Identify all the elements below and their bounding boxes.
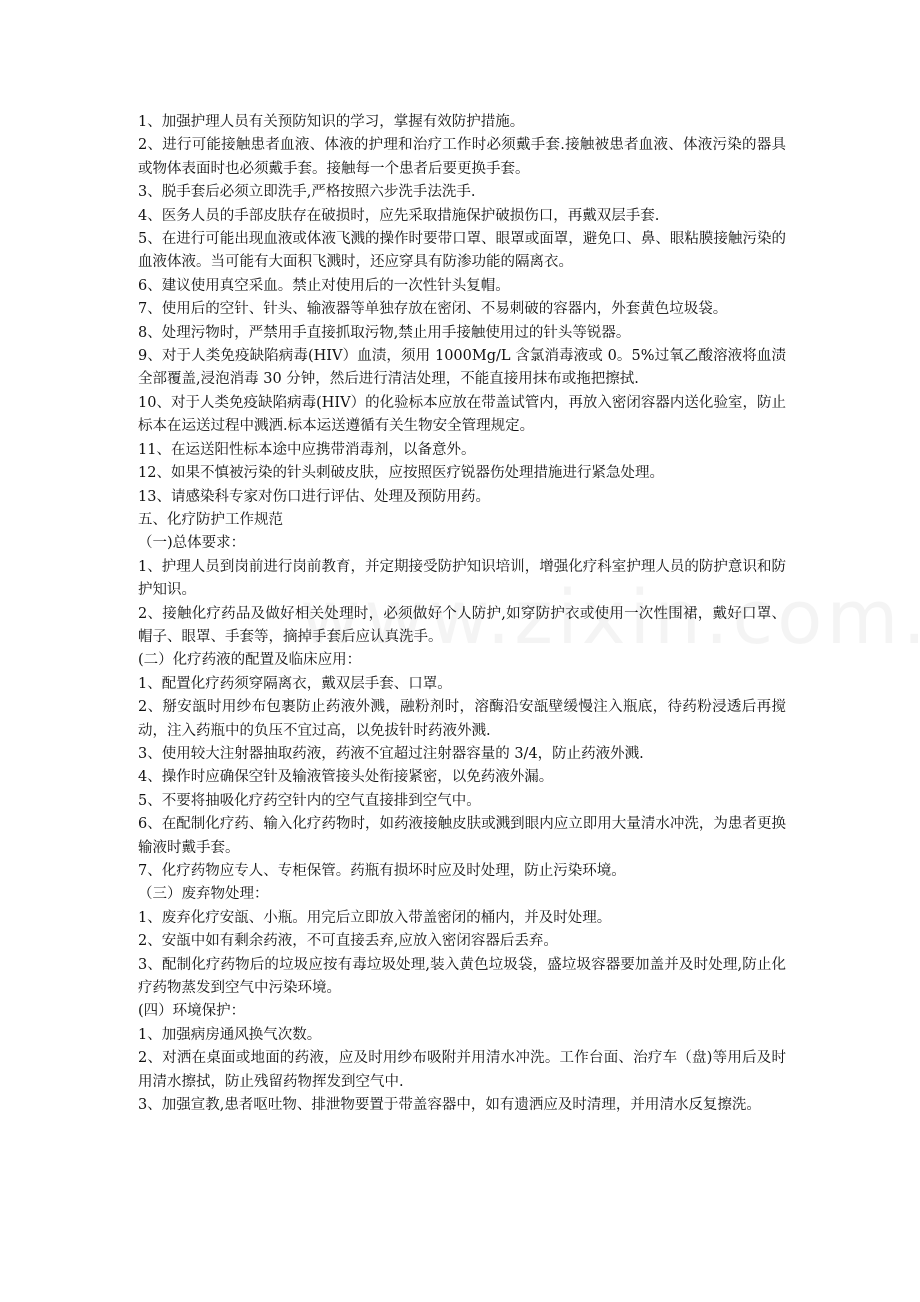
list-item: 3、加强宣教,患者呕吐物、排泄物要置于带盖容器中，如有遗洒应及时清理，并用清水反复擦洗。 — [138, 1097, 761, 1114]
list-item: 1、加强病房通风换气次数。 — [138, 1026, 322, 1043]
list-item: 3、使用较大注射器抽取药液，药液不宜超过注射器容量的 3/4，防止药液外溅. — [138, 745, 644, 762]
list-item: 6、建议使用真空采血。禁止对使用后的一次性针头复帽。 — [138, 277, 510, 294]
list-item: 13、请感染科专家对伤口进行评估、处理及预防用药。 — [138, 488, 490, 505]
subsection-heading: (二）化疗药液的配置及临床应用： — [138, 652, 362, 669]
list-item: 5、不要将抽吸化疗药空针内的空气直接排到空气中。 — [138, 792, 481, 809]
list-item: 7、使用后的空针、针头、输液器等单独存放在密闭、不易刺破的容器内，外套黄色垃圾袋。 — [138, 301, 728, 318]
subsection-heading: (四）环境保护： — [138, 1003, 246, 1020]
list-item: 1、加强护理人员有关预防知识的学习，掌握有效防护措施。 — [138, 114, 525, 130]
list-item: 2、掰安瓿时用纱布包裹防止药液外溅，融粉剂时，溶酶沿安瓿壁缓慢注入瓶底，待药粉浸透后再搅动，注入药瓶中的负压不宜过高，以免拔针时药液外溅. — [138, 699, 786, 739]
list-item: 4、医务人员的手部皮肤存在破损时，应先采取措施保护破损伤口，再戴双层手套. — [138, 207, 660, 224]
list-item: 7、化疗药物应专人、专柜保管。药瓶有损坏时应及时处理，防止污染环境。 — [138, 863, 626, 879]
list-item: 1、护理人员到岗前进行岗前教育，并定期接受防护知识培训，增强化疗科室护理人员的防护意识和防护知识。 — [138, 558, 786, 599]
list-item: 12、如果不慎被污染的针头刺破皮肤，应按照医疗锐器伤处理措施进行紧急处理。 — [138, 465, 664, 482]
list-item: 2、进行可能接触患者血液、体液的护理和治疗工作时必须戴手套.接触被患者血液、体液污染的器具或物体表面时也必须戴手套。接触每一个患者后要更换手套。 — [138, 137, 786, 177]
subsection-heading: （一)总体要求： — [138, 535, 246, 552]
list-item: 10、对于人类免疫缺陷病毒(HIV）的化验标本应放在带盖试管内，再放入密闭容器内送化验室，防止标本在运送过程中溅洒.标本运送遵循有关生物安全管理规定。 — [138, 394, 786, 435]
list-item: 2、接触化疗药品及做好相关处理时，必须做好个人防护,如穿防护衣或使用一次性围裙，戴好口罩、帽子、眼罩、手套等，摘掉手套后应认真洗手。 — [138, 605, 786, 645]
list-item: 5、在进行可能出现血液或体液飞溅的操作时要带口罩、眼罩或面罩，避免口、鼻、眼粘膜接触污染的血液体液。当可能有大面积飞溅时，还应穿具有防渗功能的隔离衣。 — [138, 231, 786, 271]
document-body — [138, 111, 786, 1117]
list-item: 3、配制化疗药物后的垃圾应按有毒垃圾处理,装入黄色垃圾袋，盛垃圾容器要加盖并及时处理,防止化疗药物蒸发到空气中污染环境。 — [138, 956, 786, 997]
section-heading: 五、化疗防护工作规范 — [138, 511, 283, 528]
list-item: 4、操作时应确保空针及输液管接头处衔接紧密，以免药液外漏。 — [138, 769, 554, 786]
list-item: 2、对洒在桌面或地面的药液，应及时用纱布吸附并用清水冲洗。工作台面、治疗车（盘)等用后及时用清水擦拭，防止残留药物挥发到空气中. — [138, 1050, 786, 1090]
list-item: 6、在配制化疗药、输入化疗药物时，如药液接触皮肤或溅到眼内应立即用大量清水冲洗，为患者更换输液时戴手套。 — [138, 816, 786, 856]
list-item: 1、废弃化疗安瓿、小瓶。用完后立即放入带盖密闭的桶内，并及时处理。 — [138, 909, 612, 926]
list-item: 8、处理污物时，严禁用手直接抓取污物,禁止用手接触使用过的针头等锐器。 — [138, 324, 631, 341]
list-item: 9、对于人类免疫缺陷病毒(HIV）血渍，须用 1000Mg/L 含氯消毒液或 0。5%过氧乙酸溶液将血渍全部覆盖,浸泡消毒 30 分钟，然后进行清洁处理，不能直接用抹布或拖把擦拭. — [138, 348, 786, 388]
subsection-heading: （三）废弃物处理： — [138, 886, 269, 903]
list-item: 2、安瓿中如有剩余药液，不可直接丢弃,应放入密闭容器后丢弃。 — [138, 933, 558, 950]
list-item: 1、配置化疗药须穿隔离衣，戴双层手套、口罩。 — [138, 675, 452, 692]
list-item: 3、脱手套后必须立即洗手,严格按照六步洗手法洗手. — [138, 184, 476, 201]
list-item: 11、在运送阳性标本途中应携带消毒剂，以备意外。 — [138, 441, 476, 458]
